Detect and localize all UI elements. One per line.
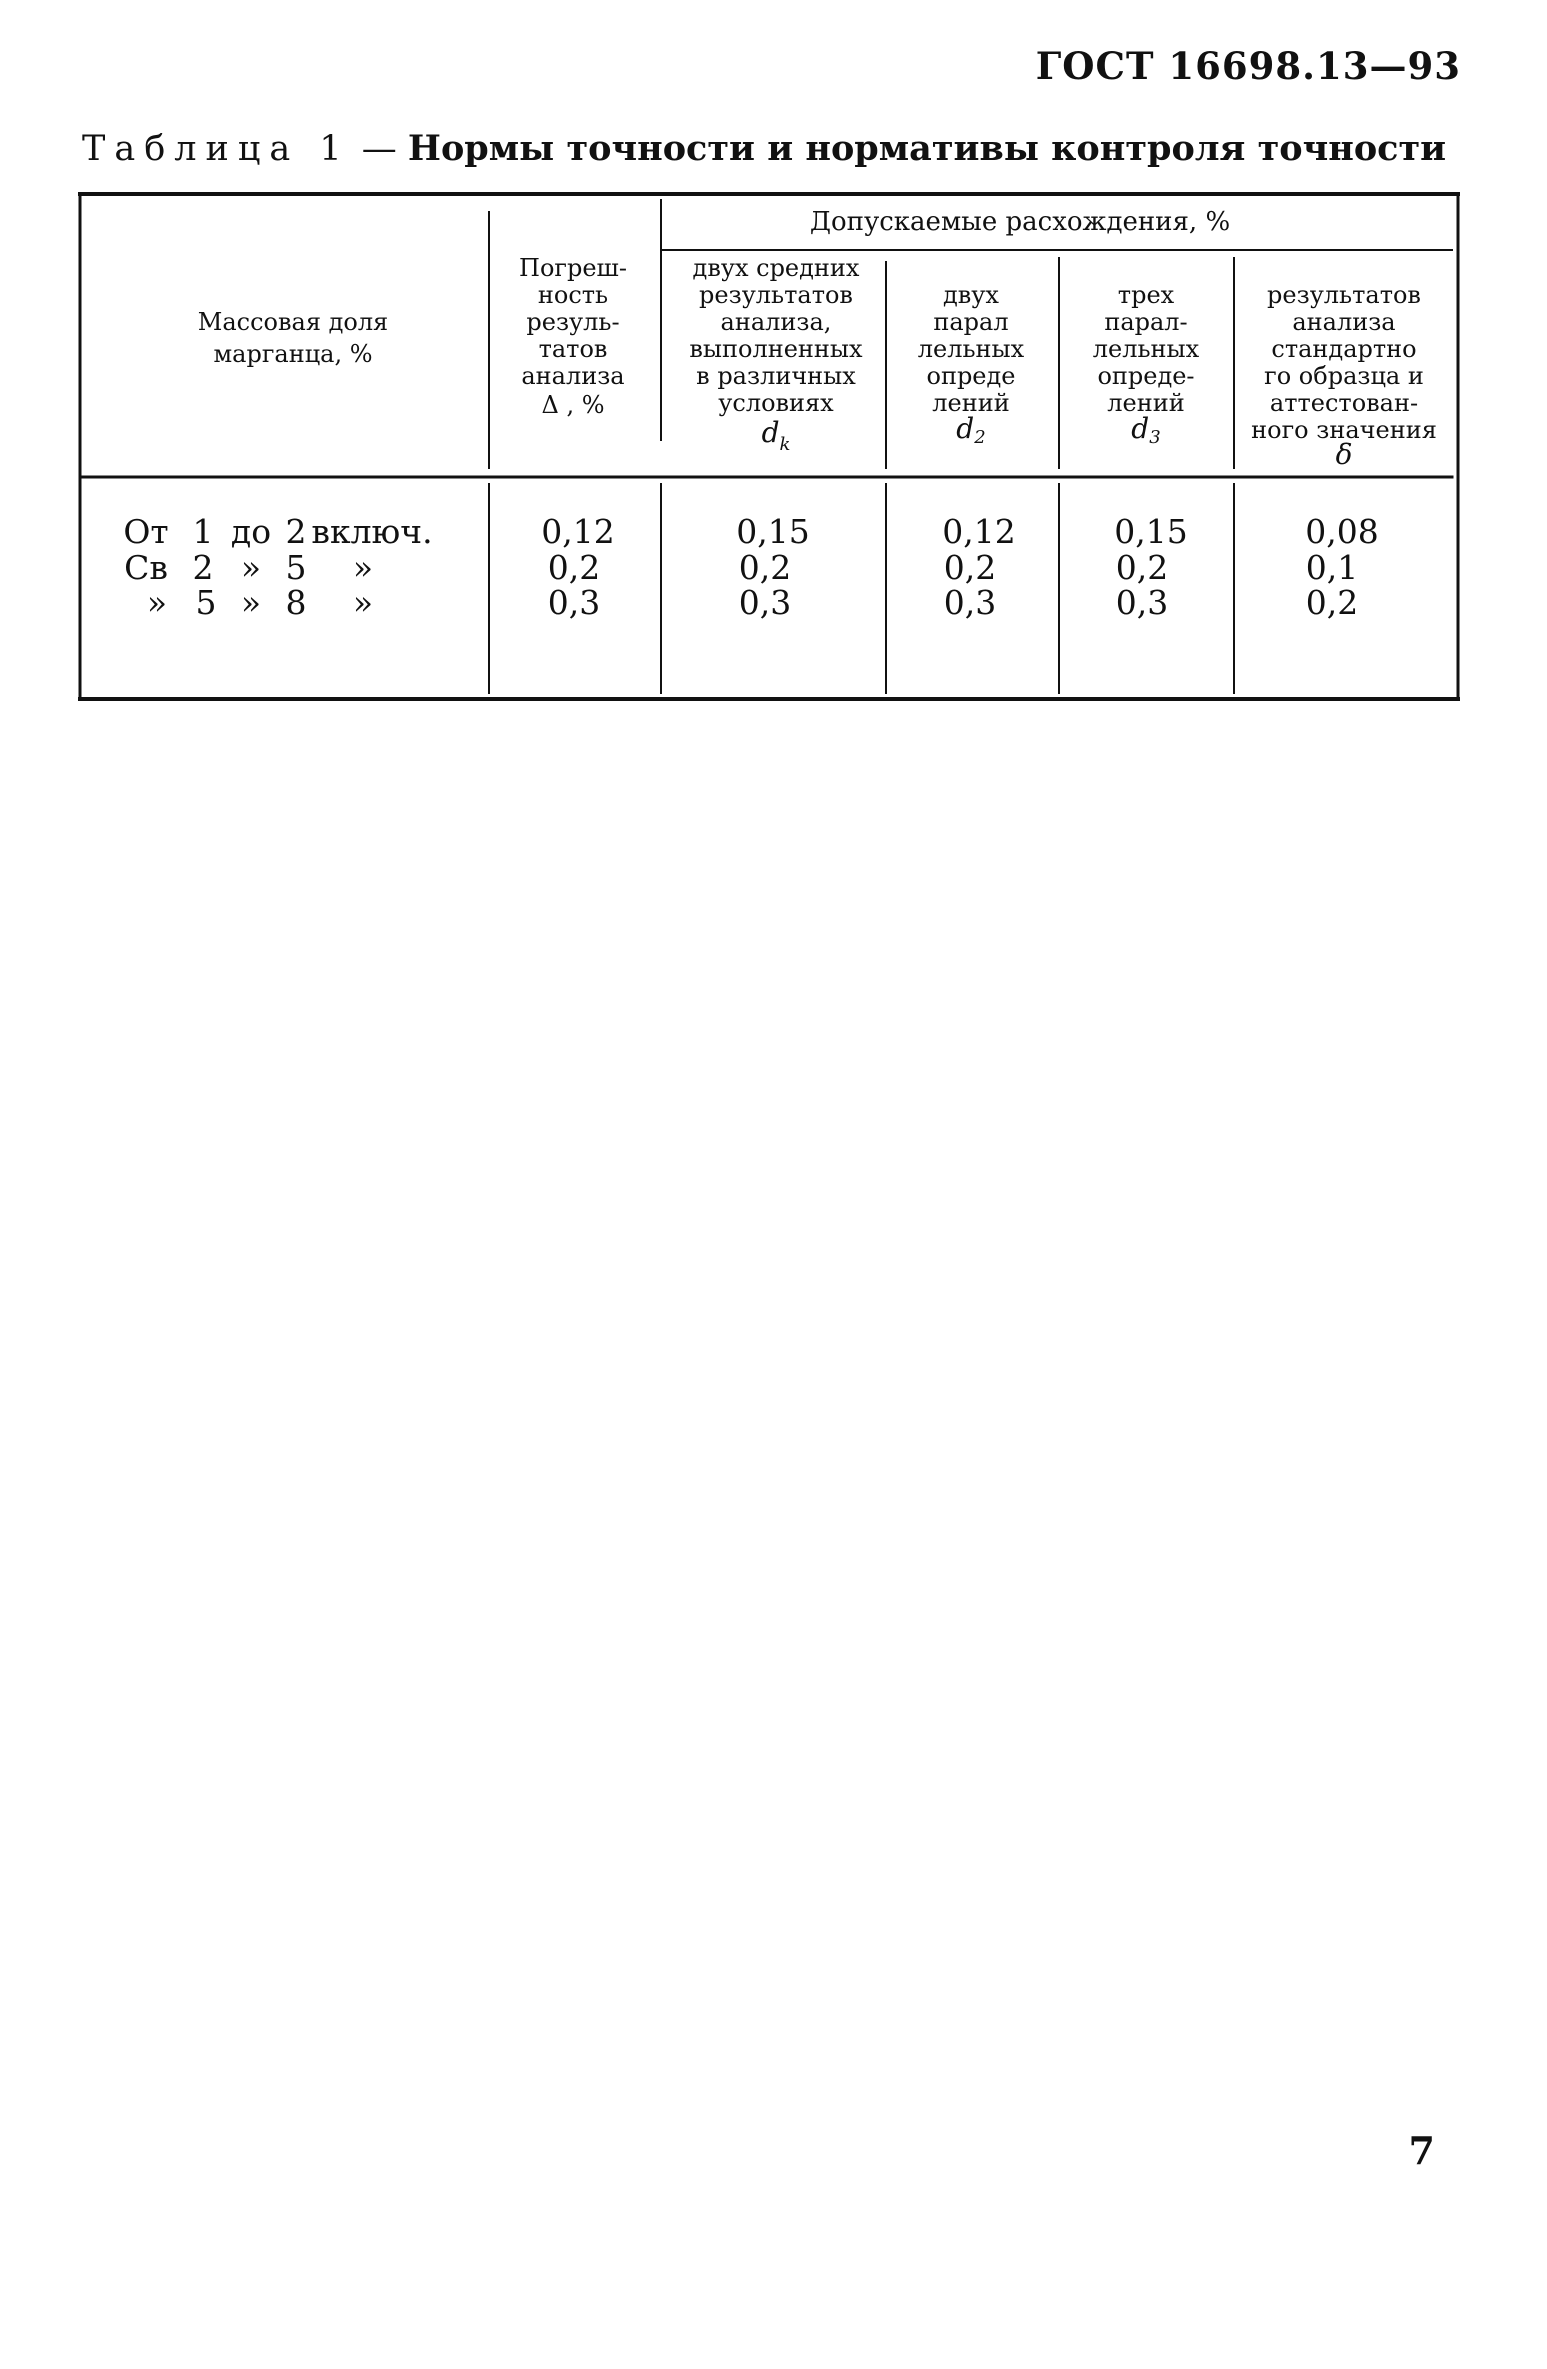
row-3-delta: 0,2 [1305,583,1359,622]
col-header-d2-symbol [956,412,985,448]
row-2-range-word-3: » [240,548,262,587]
col-header-delta-line-6: ного значения [1251,416,1437,444]
row-3-error: 0,3 [547,583,601,622]
col-header-d3-line-3: лельных [1092,335,1200,363]
col-header-d3-line-2: парал- [1104,308,1188,336]
col-header-d3-line-1: трех [1117,281,1175,309]
col-header-allowed-discrepancies: Допускаемые расхождения, % [809,207,1231,237]
col-header-delta-line-2: анализа [1292,308,1396,336]
row-2-d2: 0,2 [943,548,997,587]
row-3-range-word-5: 8 [285,583,307,622]
row-3-d3: 0,3 [1115,583,1169,622]
col-header-d2-line-1: двух [943,281,999,309]
accuracy-norms-table [0,0,1547,760]
col-header-error-line-4: татов [538,335,608,363]
row-1-error: 0,12 [541,512,615,551]
row-2-range-word-1: Св [124,548,168,587]
table-caption-title: Нормы точности и нормативы контроля точности [407,128,1447,169]
col-header-dk-line-4: выполненных [689,335,863,363]
row-3-range-word-4: » [240,583,262,622]
col-header-mass-line-2: марганца, % [213,340,373,368]
d3-symbol-sub: 3 [1149,427,1161,448]
col-header-dk-symbol [762,416,791,455]
row-1-delta: 0,08 [1305,512,1379,551]
col-header-dk-line-3: анализа, [720,308,832,336]
col-header-d2-line-2: парал [933,308,1009,336]
row-2-dk: 0,2 [738,548,792,587]
row-3-range-word-2: » [146,583,168,622]
col-header-delta-line-3: стандартно [1271,335,1417,363]
row-1-dk: 0,15 [736,512,810,551]
col-header-dk-line-6: условиях [718,389,834,417]
dk-symbol-base: d [761,416,780,449]
col-header-d3-symbol [1131,412,1160,448]
row-1-range-word-4: 2 [285,512,307,551]
col-header-dk-line-1: двух средних [692,254,860,282]
col-header-d2-line-5: лений [932,389,1010,417]
row-3-dk: 0,3 [738,583,792,622]
col-header-delta-line-4: го образца и [1264,362,1424,390]
row-3-range-word-6: » [352,583,374,622]
row-2-delta: 0,1 [1305,548,1359,587]
row-1-range-word-1: От [123,512,169,551]
row-2-error: 0,2 [547,548,601,587]
col-header-error-line-2: ность [537,281,609,309]
col-header-error-line-3: резуль- [526,308,620,336]
row-1-range-word-3: до [230,512,272,551]
col-header-d2-line-3: лельных [917,335,1025,363]
table-caption-label: Таблица 1 [82,129,351,169]
row-1-d3: 0,15 [1114,512,1188,551]
row-1-d2: 0,12 [942,512,1016,551]
d3-symbol-base: d [1131,412,1150,445]
document-code: ГОСТ 16698.13—93 [1035,44,1461,88]
row-3-d2: 0,3 [943,583,997,622]
col-header-error-line-6: Δ , % [541,391,605,419]
page-number: 7 [1408,2128,1435,2173]
col-header-dk-line-2: результатов [699,281,853,309]
col-header-d3-line-4: опреде- [1097,362,1195,390]
col-header-d3-line-5: лений [1107,389,1185,417]
col-header-delta-line-5: аттестован- [1269,389,1419,417]
col-header-dk-line-5: в различных [696,362,856,390]
col-header-mass-line-1: Массовая доля [197,308,389,336]
d2-symbol-base: d [956,412,975,445]
col-header-error-line-1: Погреш- [519,254,627,282]
d2-symbol-sub: 2 [974,427,986,448]
col-header-delta-symbol: δ [1335,438,1353,471]
row-1-range-word-2: 1 [192,512,214,551]
row-3-range-word-3: 5 [195,583,217,622]
row-2-range-word-5: » [352,548,374,587]
col-header-error-line-5: анализа [521,362,625,390]
row-1-range-word-5: включ. [311,512,433,551]
row-2-range-word-2: 2 [192,548,214,587]
row-2-d3: 0,2 [1115,548,1169,587]
row-2-range-word-4: 5 [285,548,307,587]
col-header-delta-line-1: результатов [1267,281,1421,309]
col-header-d2-line-4: опреде [926,362,1016,390]
dk-symbol-sub: k [779,434,791,455]
table-caption-dash: — [350,129,408,169]
